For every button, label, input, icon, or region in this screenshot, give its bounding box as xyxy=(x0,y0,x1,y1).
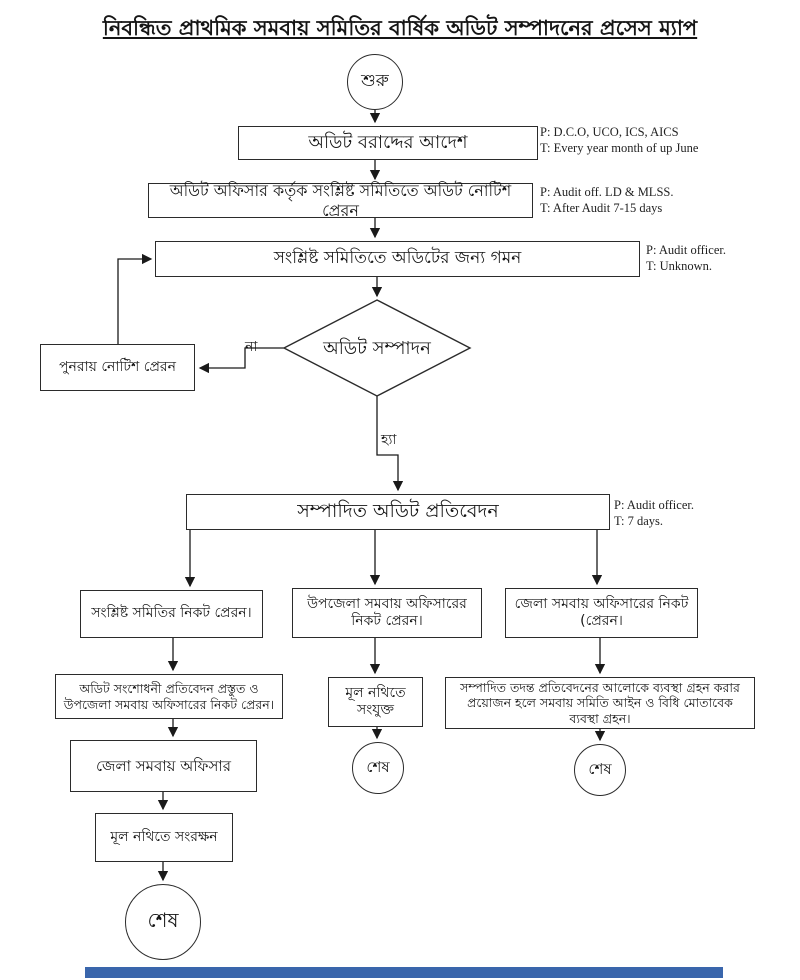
end-label: শেষ xyxy=(366,757,390,776)
node-label: সংশ্লিষ্ট সমিতিতে অডিটের জন্য গমন xyxy=(273,248,522,269)
node-label: মূল নথিতে সংযুক্ত xyxy=(345,684,406,718)
node-label: পুনরায় নোটিশ প্রেরন xyxy=(59,358,176,375)
start-label: শুরু xyxy=(361,71,389,91)
node-resend-notice xyxy=(40,344,195,391)
node-label: সংশ্লিষ্ট সমিতির নিকট প্রেরন। xyxy=(91,605,252,622)
end-label: শেষ xyxy=(588,759,612,778)
node-completed-audit-report xyxy=(186,494,610,530)
node-audit-notice xyxy=(148,180,533,220)
node-take-action-per-law xyxy=(445,677,755,729)
annotation-person: P: Audit officer. xyxy=(614,498,694,512)
node-label: সম্পাদিত তদন্ত প্রতিবেদনের আলোকে ব্যবস্থা গ্রহন করার প্রয়োজন হলে সমবায় সমিতি আইন ও বিধি মোতাবেক ব্যবস্থা গ্রহন। xyxy=(460,679,740,726)
annotation-visit xyxy=(646,242,726,275)
node-visit-society xyxy=(155,241,640,277)
annotation-person: P: D.C.O, UCO, ICS, AICS xyxy=(540,125,679,139)
annotation-person: P: Audit officer. xyxy=(646,243,726,257)
no-branch-label: না xyxy=(245,339,258,355)
node-amendment-report xyxy=(55,674,283,719)
annotation-time: T: After Audit 7-15 days xyxy=(540,201,663,216)
node-district-cooperative-officer xyxy=(70,740,257,792)
decision-label: অডিট সম্পাদন xyxy=(323,338,431,359)
end-terminal-left xyxy=(125,884,201,960)
node-send-to-upazila-officer xyxy=(292,588,482,638)
page-title: নিবন্ধিত প্রাথমিক সমবায় সমিতির বার্ষিক অডিট সম্পাদনের প্রসেস ম্যাপ xyxy=(102,16,698,40)
annotation-report xyxy=(614,497,694,530)
node-label: জেলা সমবায় অফিসারের নিকট (প্রেরন। xyxy=(514,595,689,629)
node-send-to-district-officer xyxy=(505,588,698,638)
node-label: মূল নথিতে সংরক্ষন xyxy=(110,828,218,845)
node-attach-to-main-file xyxy=(328,677,423,727)
node-label: অডিট অফিসার কর্তৃক সংশ্লিষ্ট সমিতিতে অডিট নোটিশ প্রেরন xyxy=(169,180,512,220)
annotation-order xyxy=(540,124,698,157)
node-label: অডিট সংশোধনী প্রতিবেদন প্রস্তুত ও উপজেলা সমবায় অফিসারের নিকট প্রেরন। xyxy=(63,680,275,712)
footer-blue-bar xyxy=(85,967,723,978)
end-terminal-middle xyxy=(352,742,404,794)
node-send-to-society xyxy=(80,590,263,638)
node-label: উপজেলা সমবায় অফিসারের নিকট প্রেরন। xyxy=(307,595,467,629)
end-label: শেষ xyxy=(147,907,179,932)
node-preserve-in-main-file xyxy=(95,813,233,862)
node-label: জেলা সমবায় অফিসার xyxy=(95,756,232,775)
start-terminal xyxy=(347,54,403,110)
annotation-notice xyxy=(540,184,673,217)
node-label: সম্পাদিত অডিট প্রতিবেদন xyxy=(297,500,499,523)
node-label: অডিট বরাদ্দের আদেশ xyxy=(308,131,468,153)
annotation-time: T: 7 days. xyxy=(614,514,664,529)
annotation-time: T: Every year month of up June xyxy=(540,141,699,156)
annotation-time: T: Unknown. xyxy=(646,259,713,274)
end-terminal-right xyxy=(574,744,626,796)
yes-branch-label: হ্যা xyxy=(381,432,397,448)
node-audit-allocation-order xyxy=(238,126,538,160)
annotation-person: P: Audit off. LD & MLSS. xyxy=(540,185,674,199)
